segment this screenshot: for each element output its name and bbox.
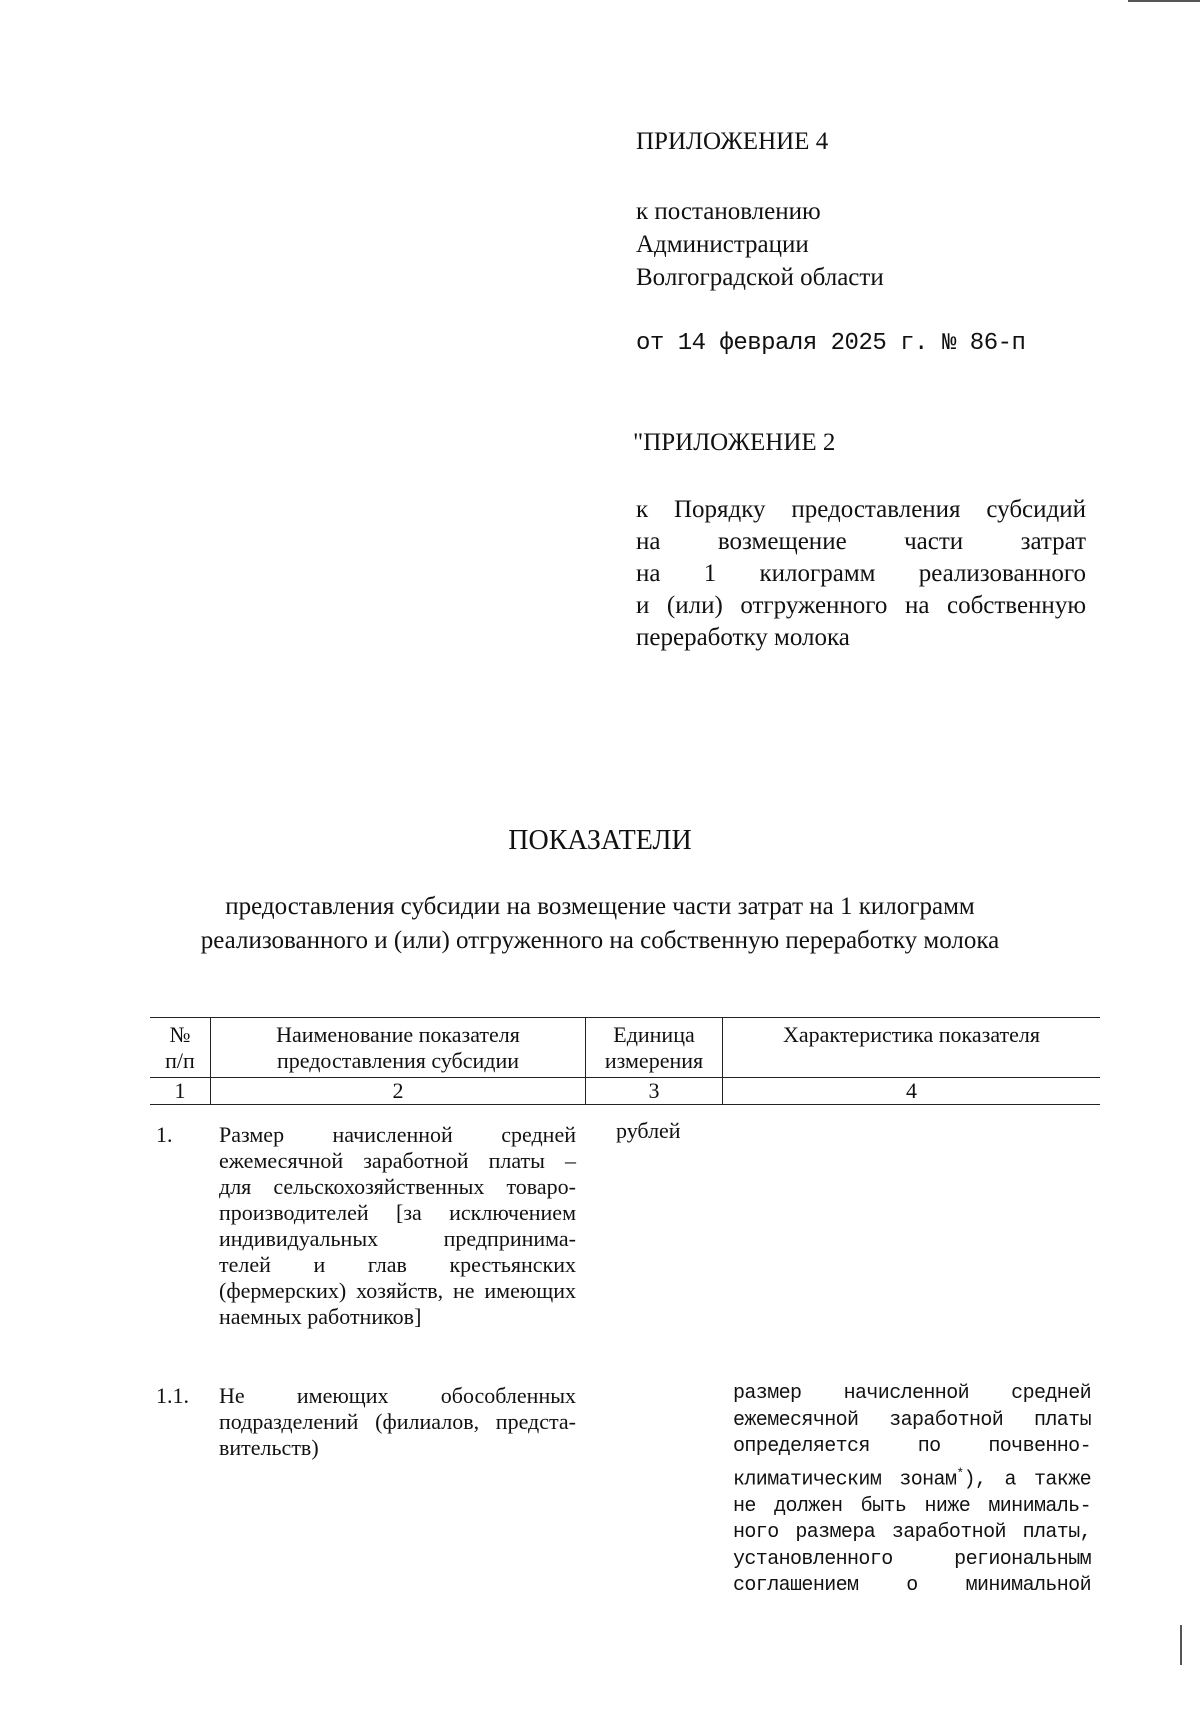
inner-appendix-line: и (или) отгруженного на собственную bbox=[636, 592, 1086, 619]
row-name-line: ежемесячной заработной платы – bbox=[219, 1148, 576, 1173]
inner-appendix-line: к Порядку предоставления субсидий bbox=[636, 496, 1086, 523]
document-title: ПОКАЗАТЕЛИ bbox=[508, 825, 692, 856]
row-name-line: наемных работников] bbox=[219, 1304, 422, 1329]
header-cell-line: Наименование показателя bbox=[276, 1022, 520, 1047]
appendix-title: ПРИЛОЖЕНИЕ 4 bbox=[636, 128, 829, 155]
row-description-line: не должен быть ниже минималь- bbox=[733, 1494, 1091, 1518]
row-name-line: индивидуальных предпринима- bbox=[219, 1226, 576, 1251]
header-cell-number bbox=[150, 1022, 210, 1074]
row-description-line: ного размера заработной платы, bbox=[733, 1521, 1091, 1545]
header-cell-unit bbox=[586, 1022, 722, 1074]
column-number-2: 2 bbox=[392, 1078, 404, 1103]
inner-appendix-text bbox=[636, 494, 1086, 654]
row-name-line: для сельскохозяйственных товаро- bbox=[219, 1174, 576, 1199]
inner-appendix-line: на 1 килограмм реализованного bbox=[636, 560, 1086, 587]
row-name-line: (фермерских) хозяйств, не имеющих bbox=[219, 1278, 576, 1303]
row-name-line: Не имеющих обособленных bbox=[219, 1383, 576, 1408]
row-name-line: подразделений (филиалов, предста- bbox=[219, 1409, 576, 1434]
row-description-line: размер начисленной средней bbox=[733, 1382, 1091, 1405]
column-number-4: 4 bbox=[906, 1078, 917, 1103]
document-subtitle-line-1: предоставления субсидии на возмещение части затрат на 1 килограмм bbox=[225, 893, 975, 920]
row-description-line: соглашением о минимальной bbox=[733, 1574, 1091, 1598]
row-name-line: телей и глав крестьянских bbox=[219, 1252, 576, 1277]
column-number-3: 3 bbox=[648, 1078, 660, 1103]
header-cell-line: Единица bbox=[613, 1022, 695, 1047]
column-number-1: 1 bbox=[174, 1078, 186, 1103]
resolution-date: от 14 февраля 2025 г. bbox=[636, 330, 928, 357]
table-top-border bbox=[150, 1017, 1100, 1018]
header-cell-line: п/п bbox=[165, 1048, 195, 1073]
to-resolution-line-2: Администрации bbox=[636, 231, 809, 258]
header-cell-description bbox=[723, 1022, 1100, 1048]
row-description-line: определяется по почвенно- bbox=[733, 1435, 1091, 1458]
inner-appendix-title: "ПРИЛОЖЕНИЕ 2 bbox=[633, 429, 836, 456]
header-cell-line: предоставления субсидии bbox=[276, 1048, 520, 1073]
row-name-line: производителей [за исключением bbox=[219, 1200, 576, 1225]
row-description-line: ежемесячной заработной платы bbox=[733, 1408, 1091, 1432]
row-description-line: климатическим зонам*), а также bbox=[733, 1465, 1091, 1492]
header-cell-name bbox=[211, 1022, 585, 1074]
header-cell-line: Характеристика показателя bbox=[783, 1022, 1040, 1047]
row-name-line: Размер начисленной средней bbox=[219, 1122, 576, 1147]
table-colnum-divider bbox=[150, 1104, 1100, 1105]
table-row-name bbox=[219, 1383, 576, 1461]
table-row-name bbox=[219, 1122, 576, 1330]
footnote-marker: * bbox=[956, 1465, 964, 1481]
resolution-number: № 86-п bbox=[942, 330, 1026, 357]
to-resolution-line-3: Волгоградской области bbox=[636, 264, 884, 291]
inner-appendix-line: на возмещение части затрат bbox=[636, 528, 1086, 555]
table-row-unit: рублей bbox=[616, 1118, 681, 1143]
table-row-number: 1.1. bbox=[156, 1383, 189, 1408]
table-row-number: 1. bbox=[156, 1122, 173, 1147]
table-header-divider bbox=[150, 1077, 1100, 1078]
inner-appendix-line: переработку молока bbox=[636, 624, 850, 651]
scan-edge-mark-top bbox=[1128, 0, 1200, 2]
table-row-description bbox=[733, 1381, 1091, 1600]
row-name-line: вительств) bbox=[219, 1435, 319, 1460]
scan-edge-mark-right bbox=[1180, 1625, 1182, 1665]
header-cell-line: № bbox=[169, 1022, 191, 1047]
row-description-line: установленного региональным bbox=[733, 1547, 1091, 1571]
header-cell-line: измерения bbox=[604, 1048, 704, 1073]
document-subtitle-line-2: реализованного и (или) отгруженного на собственную переработку молока bbox=[200, 927, 1000, 954]
to-resolution-line-1: к постановлению bbox=[636, 198, 821, 225]
